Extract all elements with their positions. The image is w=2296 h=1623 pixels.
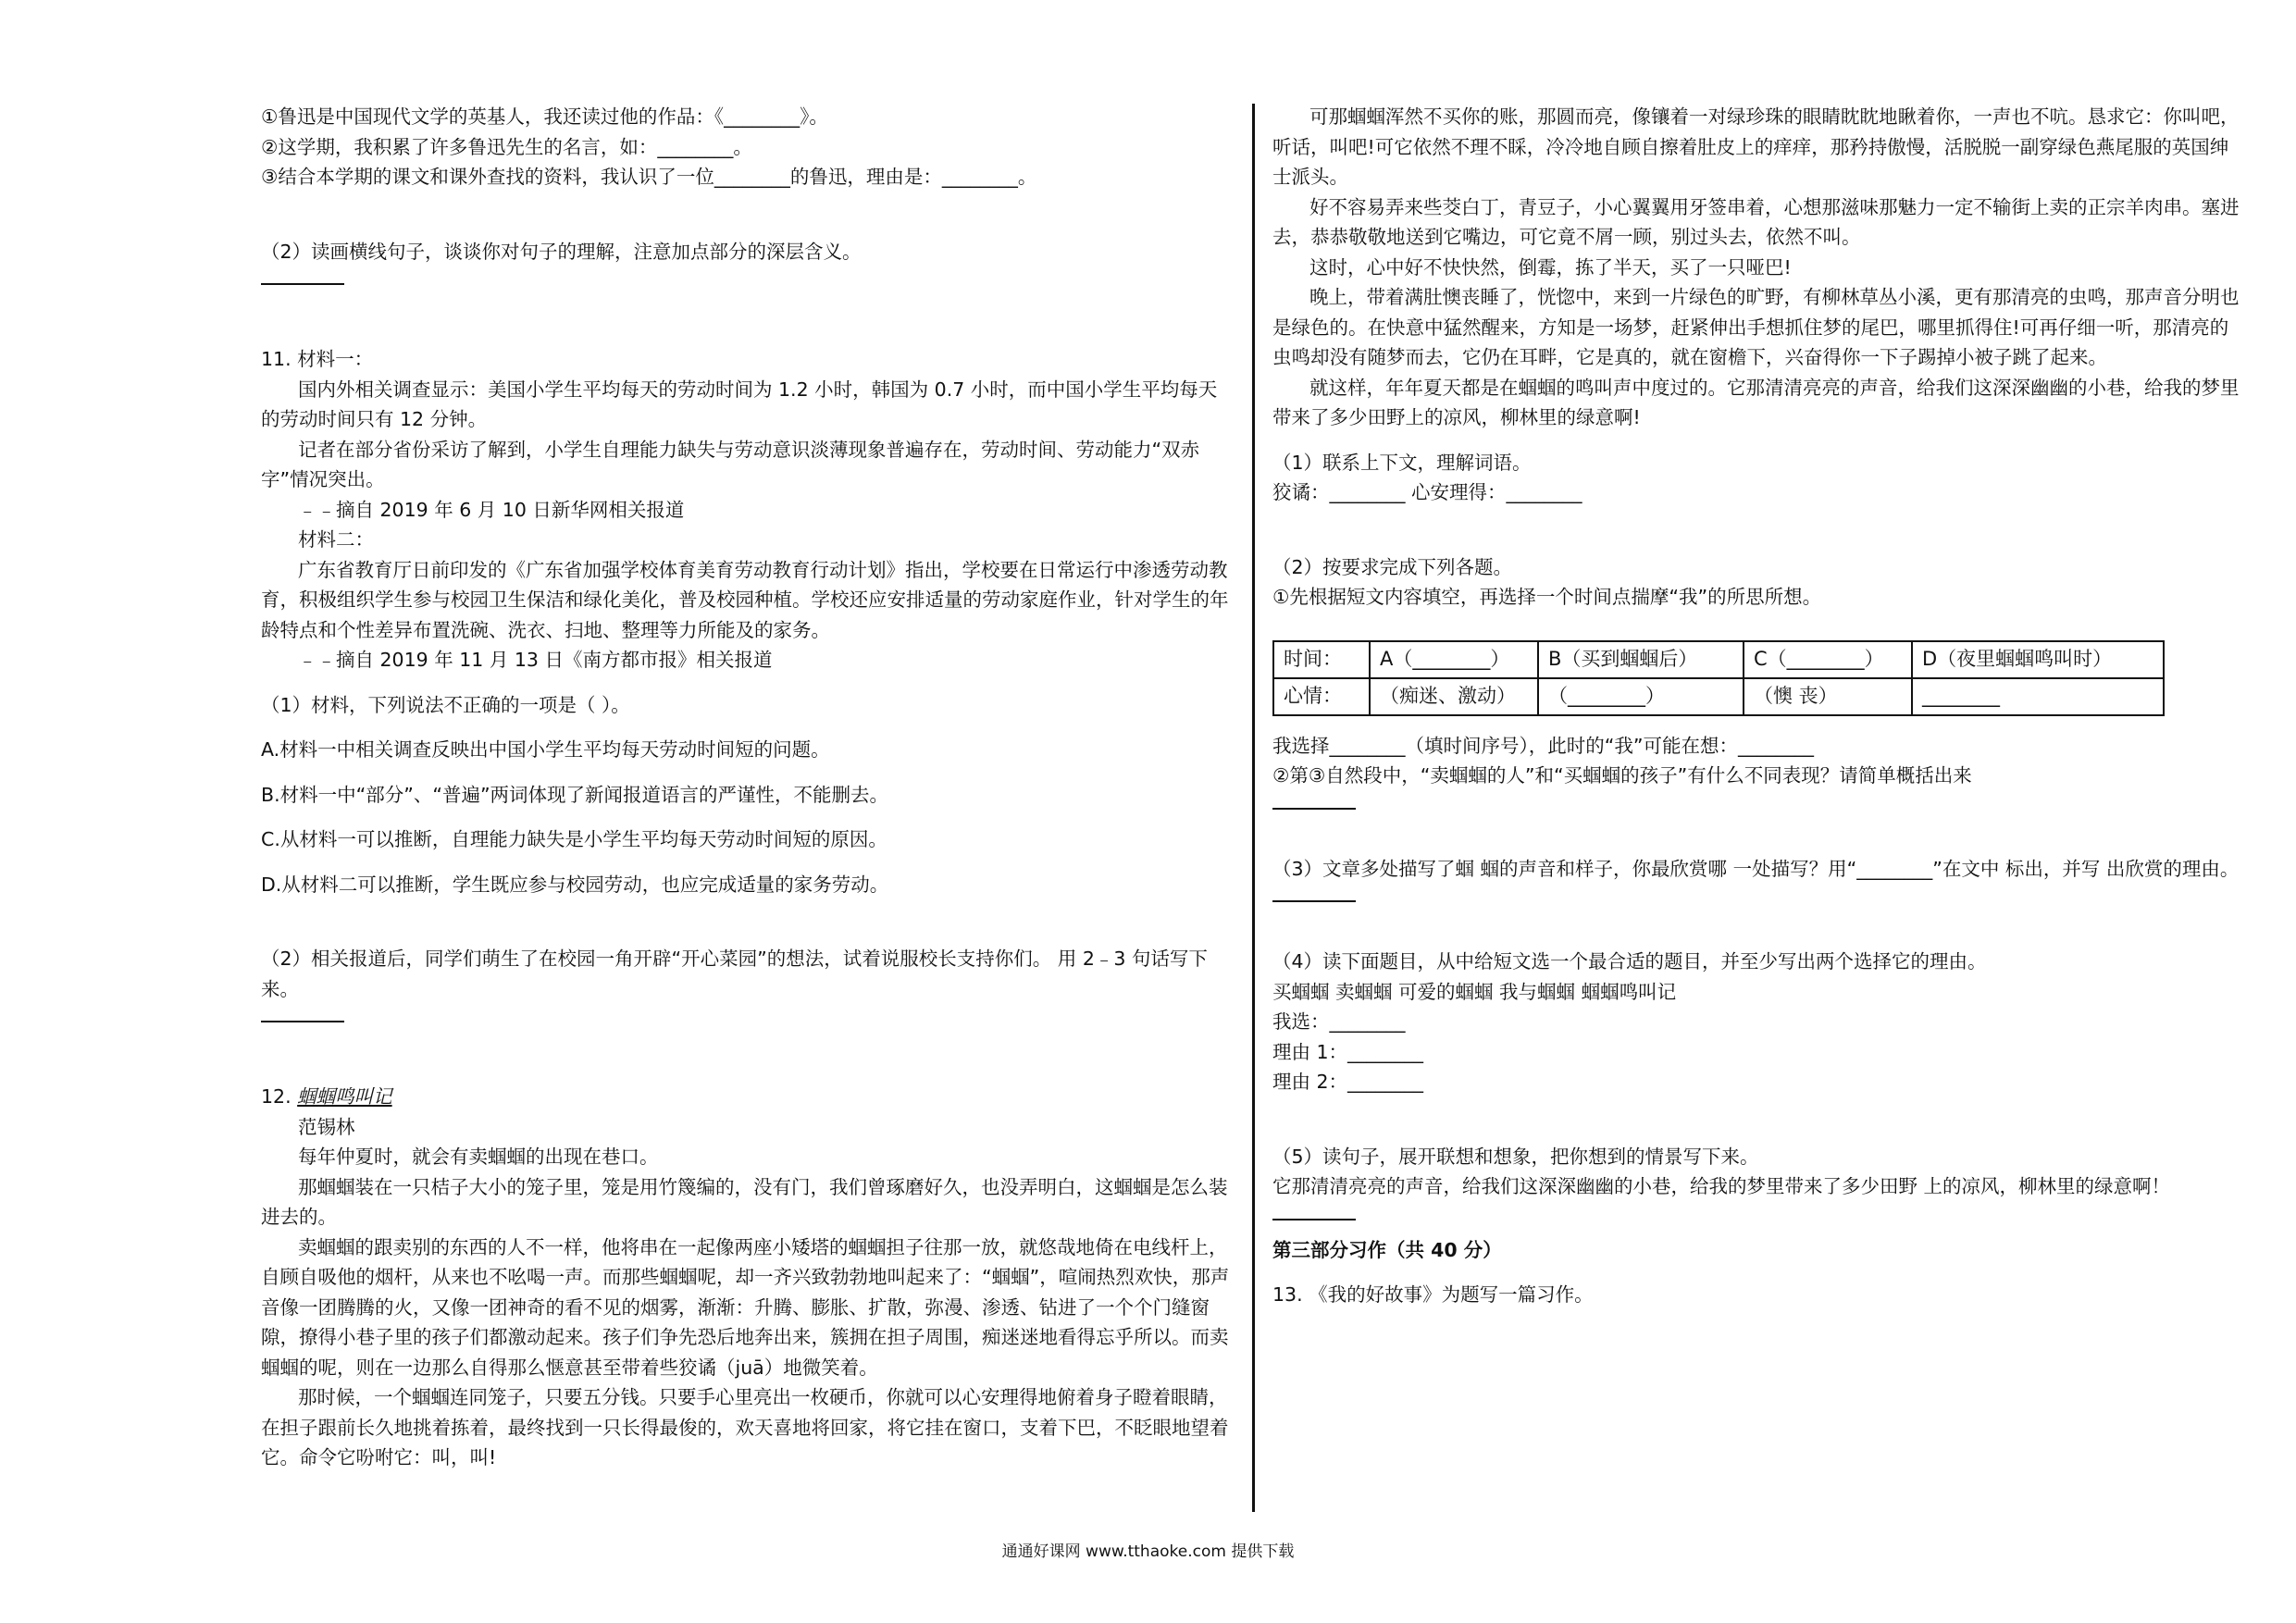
q12-sub4-reason2[interactable]: 理由 2：________ — [1272, 1071, 1424, 1093]
q10-sub2-prompt: （2）读画横线句子，谈谈你对句子的理解，注意加点部分的深层含义。 — [261, 240, 862, 263]
answer-line[interactable] — [1272, 1208, 1356, 1220]
q12-sub4-choice[interactable]: 我选：________ — [1272, 1010, 1406, 1033]
table-cell: D（夜里蝈蝈鸣叫时） — [1912, 641, 2164, 678]
q10-item-3: ③结合本学期的课文和课外查找的资料，我认识了一位________的鲁迅，理由是：________。 — [261, 166, 1037, 188]
q12-para-2: 那蝈蝈装在一只桔子大小的笼子里，笼是用竹篾编的，没有门，我们曾琢磨好久，也没弄明白，这蝈蝈是怎么装进去的。 — [261, 1175, 1228, 1228]
table-row — [1273, 678, 2164, 715]
answer-line[interactable] — [261, 1010, 344, 1022]
mood-timeline-table — [1272, 640, 2165, 716]
table-cell: （懊 丧） — [1744, 678, 1912, 715]
q12-para-5: 可那蝈蝈浑然不买你的账，那圆而亮，像镶着一对绿珍珠的眼睛眈眈地瞅着你，一声也不吭。恳求它：你叫吧，听话，叫吧!可它依然不理不睬，冷冷地自顾自擦着肚皮上的痒痒，那矜持傲慢，活脱脱一副穿绿色燕尾服的英国绅士派头。 — [1272, 105, 2240, 188]
q12-sub2-choose-line[interactable]: 我选择________（填时间序号），此时的“我”可能在想：________ — [1272, 734, 1814, 757]
q12-para-6: 好不容易弄来些茭白丁，青豆子，小心翼翼用牙签串着，心想那滋味那魅力一定不输街上卖的正宗羊肉串。塞进去，恭恭敬敬地送到它嘴边，可它竟不屑一顾，别过头去，依然不叫。 — [1272, 195, 2240, 248]
column-divider — [1252, 104, 1255, 1512]
q12-sub5-prompt: （5）读句子，展开联想和想象，把你想到的情景写下来。 — [1272, 1145, 1759, 1168]
q12-number: 12. — [261, 1085, 298, 1108]
q12-heading — [261, 1082, 1233, 1112]
q11-material2-title: 材料二： — [298, 528, 374, 551]
q12-para-4: 那时候，一个蝈蝈连同笼子，只要五分钱。只要手心里亮出一枚硬币，你就可以心安理得地俯着身子瞪着眼睛，在担子跟前长久地挑着拣着，最终找到一只长得最俊的，欢天喜地将回家，将它挂在窗口，支着下巴，不眨眼地望着它。命令它吩咐它：叫，叫! — [261, 1386, 1229, 1468]
q12-author: 范锡林 — [298, 1115, 355, 1138]
q11-option-b[interactable]: B.材料一中“部分”、“普遍”两词体现了新闻报道语言的严谨性，不能删去。 — [261, 783, 889, 806]
q12-para-8: 晚上，带着满肚懊丧睡了，恍惚中，来到一片绿色的旷野，有柳林草丛小溪，更有那清亮的虫鸣，那声音分明也是绿色的。在快意中猛然醒来，方知是一场梦，赶紧伸出手想抓住梦的尾巴，哪里抓得住!可再仔细一听，那清亮的虫鸣却没有随梦而去，它仍在耳畔，它是真的，就在窗檐下，兴奋得你一下子踢掉小被子跳了起来。 — [1272, 286, 2240, 368]
left-column — [261, 102, 1233, 1473]
q11-material1-para1: 国内外相关调查显示：美国小学生平均每天的劳动时间为 1.2 小时，韩国为 0.7 小时，而中国小学生平均每天的劳动时间只有 12 分钟。 — [261, 378, 1218, 430]
q11-option-a[interactable]: A.材料一中相关调查反映出中国小学生平均每天劳动时间短的问题。 — [261, 738, 830, 761]
q12-para-7: 这时，心中好不快快然，倒霉，拣了半天，买了一只哑巴! — [1309, 255, 1792, 279]
table-cell[interactable]: ________ — [1912, 678, 2164, 715]
q11-option-d[interactable]: D.从材料二可以推断，学生既应参与校园劳动，也应完成适量的家务劳动。 — [261, 873, 889, 896]
q12-para-3: 卖蝈蝈的跟卖别的东西的人不一样，他将串在一起像两座小矮塔的蝈蝈担子往那一放，就悠哉地倚在电线杆上，自顾自吸他的烟杆，从来也不吆喝一声。而那些蝈蝈呢，却一齐兴致勃勃地叫起来了：“蝈蝈”，喧闹热烈欢快，那声音像一团腾腾的火，又像一团神奇的看不见的烟雾，渐渐：升腾、膨胀、扩散，弥漫、渗透、钻进了一个个门缝窗隙，撩得小巷子里的孩子们都激动起来。孩子们争先恐后地奔出来，簇拥在担子周围，痴迷迷地看得忘乎所以。而卖蝈蝈的呢，则在一边那么自得那么惬意甚至带着些狡谲（juā）地微笑着。 — [261, 1235, 1230, 1379]
q12-sub1-blanks[interactable]: 狡谲：________ 心安理得：________ — [1272, 481, 1582, 503]
q12-sub2-part1: ①先根据短文内容填空，再选择一个时间点揣摩“我”的所思所想。 — [1272, 586, 1822, 608]
part3-heading: 第三部分习作（共 40 分） — [1272, 1238, 1502, 1261]
q12-sub4-prompt: （4）读下面题目，从中给短文选一个最合适的题目，并至少写出两个选择它的理由。 — [1272, 950, 1987, 973]
q11-material1-source: ﹣﹣摘自 2019 年 6 月 10 日新华网相关报道 — [298, 498, 685, 521]
q12-article-title: 蝈蝈鸣叫记 — [297, 1085, 392, 1108]
q11-option-c[interactable]: C.从材料一可以推断，自理能力缺失是小学生平均每天劳动时间短的原因。 — [261, 828, 887, 850]
table-cell[interactable]: （________） — [1538, 678, 1744, 715]
table-cell[interactable]: A（________） — [1370, 641, 1538, 678]
q10-item-2: ②这学期，我积累了许多鲁迅先生的名言，如：________。 — [261, 135, 752, 158]
page-footer: 通通好课网 www.tthaoke.com 提供下载 — [1001, 1542, 1295, 1561]
q12-sub1-prompt: （1）联系上下文，理解词语。 — [1272, 451, 1532, 474]
q12-sub5-sentence: 它那清清亮亮的声音，给我们这深深幽幽的小巷，给我的梦里带来了多少田野 上的凉风，柳林里的绿意啊！ — [1272, 1175, 2171, 1197]
table-cell: （痴迷、激动） — [1370, 678, 1538, 715]
q12-sub2-prompt: （2）按要求完成下列各题。 — [1272, 555, 1513, 578]
q12-sub4-reason1[interactable]: 理由 1：________ — [1272, 1040, 1424, 1063]
q13-prompt: 13. 《我的好故事》为题写一篇习作。 — [1272, 1283, 1594, 1306]
q12-para-9: 就这样，年年夏天都是在蝈蝈的鸣叫声中度过的。它那清清亮亮的声音，给我们这深深幽幽的小巷，给我的梦里带来了多少田野上的凉风，柳林里的绿意啊! — [1272, 376, 2240, 428]
q11-sub1-prompt: （1）材料，下列说法不正确的一项是（ ）。 — [261, 693, 630, 716]
table-cell[interactable]: C（________） — [1744, 641, 1912, 678]
q11-material2-para1: 广东省教育厅日前印发的《广东省加强学校体育美育劳动教育行动计划》指出，学校要在日常运行中渗透劳动教育，积极组织学生参与校园卫生保洁和绿化美化，普及校园种植。学校还应安排适量的劳动家庭作业，针对学生的年龄特点和个性差异布置洗碗、洗衣、扫地、整理等力所能及的家务。 — [261, 558, 1229, 641]
q11-material1-para2: 记者在部分省份采访了解到，小学生自理能力缺失与劳动意识淡薄现象普遍存在，劳动时间、劳动能力“双赤字”情况突出。 — [261, 438, 1200, 490]
answer-line[interactable] — [1272, 797, 1356, 810]
q11-sub2-prompt: （2）相关报道后，同学们萌生了在校园一角开辟“开心菜园”的想法，试着说服校长支持你们。 用 2﹣3 句话写下来。 — [261, 948, 1208, 1000]
table-row — [1273, 641, 2164, 678]
answer-line[interactable] — [1272, 889, 1356, 902]
q11-title: 11. 材料一： — [261, 348, 374, 370]
table-cell: 心情： — [1273, 678, 1370, 715]
right-column — [1272, 102, 2244, 1310]
q12-para-1: 每年仲夏时，就会有卖蝈蝈的出现在巷口。 — [298, 1146, 659, 1168]
q10-item-1: ①鲁迅是中国现代文学的英基人，我还读过他的作品：《________》。 — [261, 105, 828, 128]
table-cell: B（买到蝈蝈后） — [1538, 641, 1744, 678]
table-cell: 时间： — [1273, 641, 1370, 678]
answer-line[interactable] — [261, 272, 344, 285]
q12-sub3-prompt: （3）文章多处描写了蝈 蝈的声音和样子，你最欣赏哪 一处描写？用“________”在文中 标出，并写 出欣赏的理由。 — [1272, 857, 2240, 880]
q11-material2-source: ﹣﹣摘自 2019 年 11 月 13 日《南方都市报》相关报道 — [298, 649, 773, 671]
q12-sub4-title-options: 买蝈蝈 卖蝈蝈 可爱的蝈蝈 我与蝈蝈 蝈蝈鸣叫记 — [1272, 980, 1677, 1003]
q12-sub2-part2: ②第③自然段中，“卖蝈蝈的人”和“买蝈蝈的孩子”有什么不同表现？请简单概括出来 — [1272, 764, 1972, 787]
